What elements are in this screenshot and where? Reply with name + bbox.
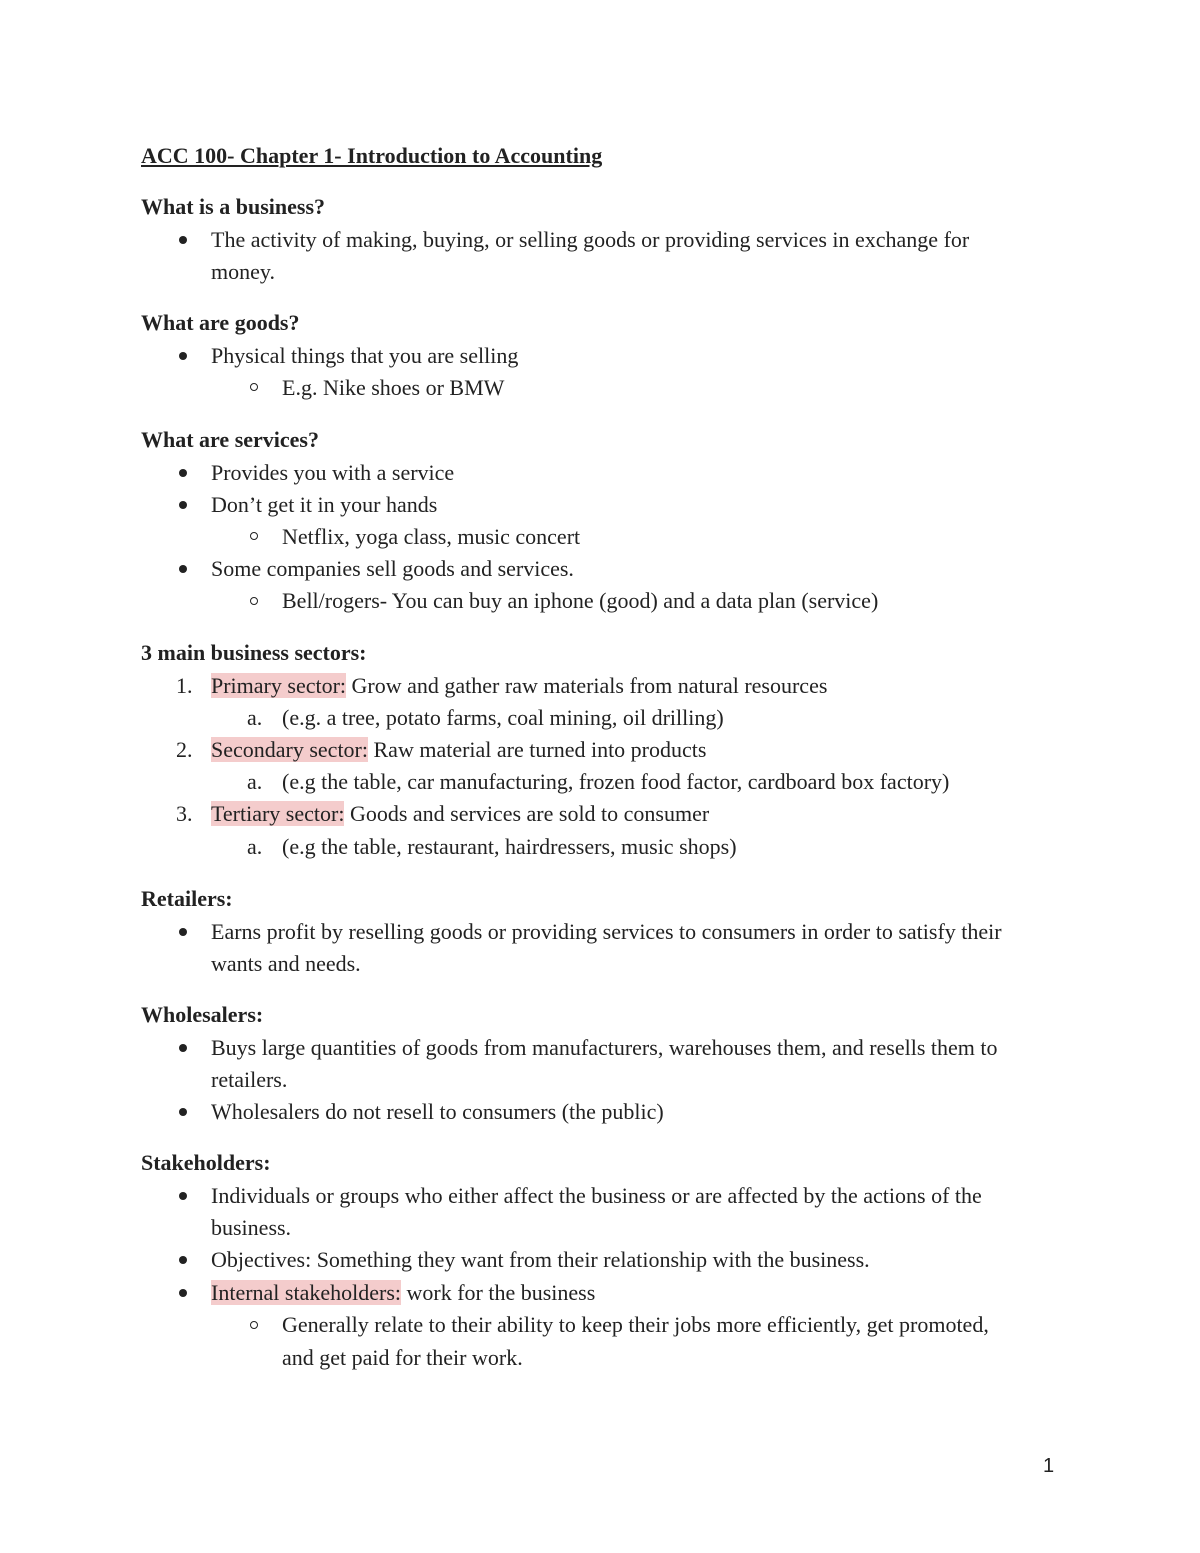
highlighted-term: Primary sector: [211,673,347,698]
wholesalers-bullet-1-cont: retailers. [211,1067,288,1092]
sector-item-tertiary [211,798,709,830]
bullet-disc-icon [179,469,187,477]
bullet-circle-icon [250,597,258,605]
bullet-disc-icon [179,236,187,244]
heading-goods: What are goods? [141,310,300,335]
bullet-disc-icon [179,565,187,573]
bullet-circle-icon [250,383,258,391]
bullet-disc-icon [179,501,187,509]
document-title: ACC 100- Chapter 1- Introduction to Accounting [141,143,603,168]
stakeholders-bullet-1-cont: business. [211,1215,292,1240]
business-bullet-text-cont: money. [211,259,275,284]
sector-example: (e.g. a tree, potato farms, coal mining, oil drilling) [282,705,724,730]
heading-stakeholders: Stakeholders: [141,1150,271,1175]
heading-retailers: Retailers: [141,886,233,911]
stakeholders-sub-bullet-cont: and get paid for their work. [282,1345,523,1370]
heading-services: What are services? [141,427,319,452]
list-number: 1. [176,673,193,698]
sector-example: (e.g the table, restaurant, hairdressers, music shops) [282,834,737,859]
stakeholders-bullet-1: Individuals or groups who either affect the business or are affected by the actions of the [211,1183,982,1208]
sector-description: Goods and services are sold to consumer [344,801,710,826]
business-bullet-text: The activity of making, buying, or selling goods or providing services in exchange for [211,227,970,252]
bullet-disc-icon [179,1289,187,1297]
bullet-disc-icon [179,1256,187,1264]
sector-description: Raw material are turned into products [368,737,707,762]
highlighted-term: Internal stakeholders: [211,1280,401,1305]
page-number: 1 [1043,1455,1055,1477]
list-number: 3. [176,801,193,826]
services-bullet-2: Don’t get it in your hands [211,492,438,517]
stakeholders-bullet-3-text: work for the business [401,1280,596,1305]
wholesalers-bullet-1: Buys large quantities of goods from manufacturers, warehouses them, and resells them to [211,1035,998,1060]
stakeholders-bullet-2: Objectives: Something they want from their relationship with the business. [211,1247,870,1272]
bullet-disc-icon [179,1108,187,1116]
bullet-disc-icon [179,352,187,360]
highlighted-term: Tertiary sector: [211,801,345,826]
list-letter: a. [247,834,263,859]
services-sub-bullet-2: Netflix, yoga class, music concert [282,524,581,549]
sector-description: Grow and gather raw materials from natural resources [346,673,828,698]
bullet-disc-icon [179,928,187,936]
bullet-circle-icon [250,1321,258,1329]
heading-wholesalers: Wholesalers: [141,1002,264,1027]
services-bullet-3: Some companies sell goods and services. [211,556,574,581]
goods-bullet-text: Physical things that you are selling [211,343,519,368]
services-sub-bullet-3: Bell/rogers- You can buy an iphone (good) and a data plan (service) [282,588,879,613]
stakeholders-sub-bullet: Generally relate to their ability to keep their jobs more efficiently, get promoted, [282,1312,989,1337]
list-letter: a. [247,705,263,730]
bullet-disc-icon [179,1192,187,1200]
list-letter: a. [247,769,263,794]
wholesalers-bullet-2: Wholesalers do not resell to consumers (the public) [211,1099,664,1124]
bullet-circle-icon [250,532,258,540]
services-bullet-1: Provides you with a service [211,460,455,485]
bullet-disc-icon [179,1044,187,1052]
heading-sectors: 3 main business sectors: [141,640,367,665]
sector-item-secondary [211,734,706,766]
highlighted-term: Secondary sector: [211,737,368,762]
stakeholders-bullet-3 [211,1277,595,1309]
retailers-bullet-text-cont: wants and needs. [211,951,361,976]
goods-sub-bullet-text: E.g. Nike shoes or BMW [282,375,505,400]
sector-item-primary [211,670,827,702]
heading-business: What is a business? [141,194,326,219]
list-number: 2. [176,737,193,762]
sector-example: (e.g the table, car manufacturing, frozen food factor, cardboard box factory) [282,769,950,794]
retailers-bullet-text: Earns profit by reselling goods or providing services to consumers in order to satisfy their [211,919,1002,944]
